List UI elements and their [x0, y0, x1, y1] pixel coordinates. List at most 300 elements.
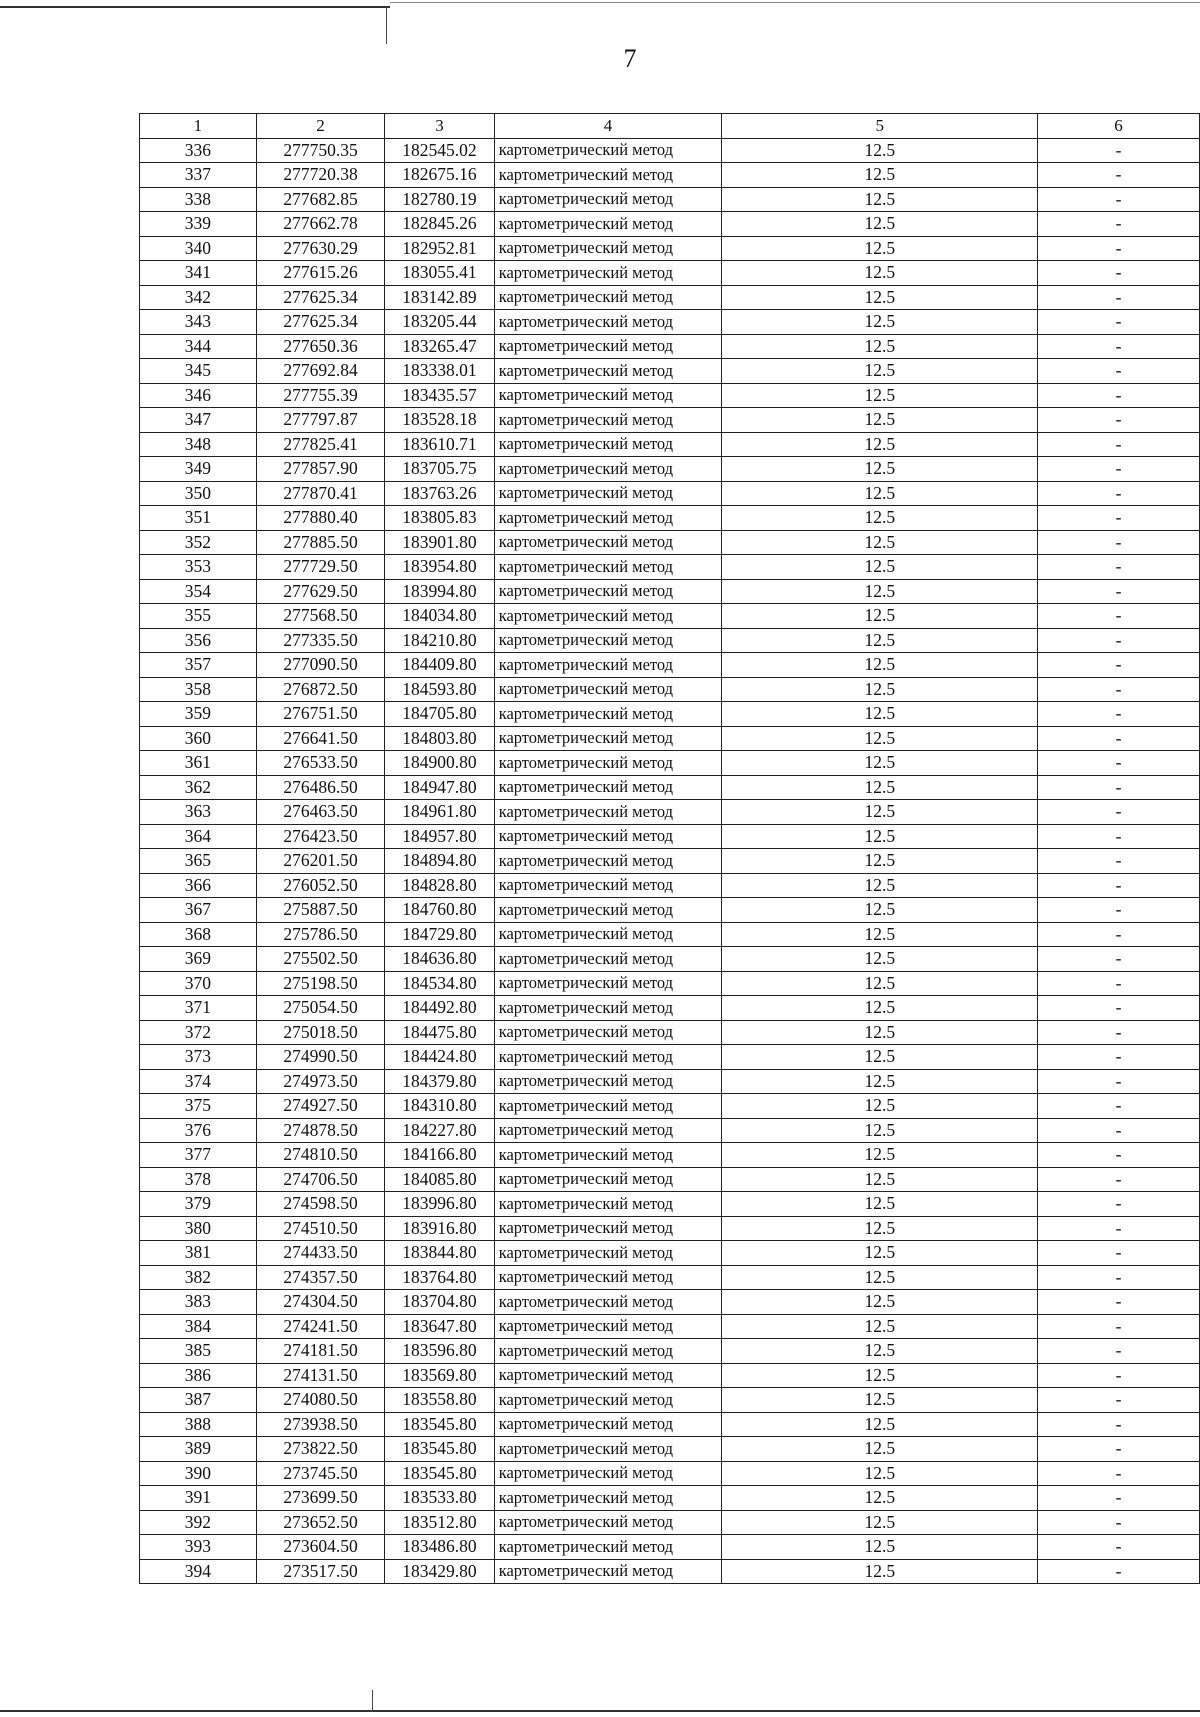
- scan-fold-mark-top: [386, 6, 387, 44]
- note-cell: -: [1038, 604, 1200, 629]
- y-coordinate-cell: 184961.80: [385, 800, 494, 825]
- point-number-cell: 358: [140, 677, 257, 702]
- table-row: [140, 310, 1200, 335]
- x-coordinate-cell: 277625.34: [256, 310, 385, 335]
- note-cell: -: [1038, 775, 1200, 800]
- x-coordinate-cell: 276641.50: [256, 726, 385, 751]
- y-coordinate-cell: 183545.80: [385, 1412, 494, 1437]
- y-coordinate-cell: 183705.75: [385, 457, 494, 482]
- note-cell: -: [1038, 873, 1200, 898]
- point-number-cell: 349: [140, 457, 257, 482]
- method-cell: картометрический метод: [494, 947, 722, 972]
- x-coordinate-cell: 276201.50: [256, 849, 385, 874]
- x-coordinate-cell: 274510.50: [256, 1216, 385, 1241]
- point-number-cell: 380: [140, 1216, 257, 1241]
- table-row: [140, 1314, 1200, 1339]
- y-coordinate-cell: 184210.80: [385, 628, 494, 653]
- x-coordinate-cell: 277750.35: [256, 138, 385, 163]
- point-number-cell: 342: [140, 285, 257, 310]
- y-coordinate-cell: 184760.80: [385, 898, 494, 923]
- y-coordinate-cell: 184947.80: [385, 775, 494, 800]
- precision-cell: 12.5: [722, 1265, 1038, 1290]
- y-coordinate-cell: 184409.80: [385, 653, 494, 678]
- note-cell: -: [1038, 432, 1200, 457]
- x-coordinate-cell: 276872.50: [256, 677, 385, 702]
- x-coordinate-cell: 274080.50: [256, 1388, 385, 1413]
- method-cell: картометрический метод: [494, 775, 722, 800]
- method-cell: картометрический метод: [494, 1290, 722, 1315]
- method-cell: картометрический метод: [494, 971, 722, 996]
- precision-cell: 12.5: [722, 677, 1038, 702]
- point-number-cell: 377: [140, 1143, 257, 1168]
- note-cell: -: [1038, 1069, 1200, 1094]
- y-coordinate-cell: 183429.80: [385, 1559, 494, 1584]
- scan-border-top: [0, 6, 390, 8]
- point-number-cell: 370: [140, 971, 257, 996]
- table-row: [140, 677, 1200, 702]
- precision-cell: 12.5: [722, 457, 1038, 482]
- point-number-cell: 372: [140, 1020, 257, 1045]
- point-number-cell: 394: [140, 1559, 257, 1584]
- method-cell: картометрический метод: [494, 457, 722, 482]
- method-cell: картометрический метод: [494, 555, 722, 580]
- point-number-cell: 336: [140, 138, 257, 163]
- point-number-cell: 379: [140, 1192, 257, 1217]
- point-number-cell: 356: [140, 628, 257, 653]
- method-cell: картометрический метод: [494, 1388, 722, 1413]
- y-coordinate-cell: 183569.80: [385, 1363, 494, 1388]
- scan-border-top-thin: [390, 2, 1200, 3]
- note-cell: -: [1038, 1535, 1200, 1560]
- note-cell: -: [1038, 579, 1200, 604]
- table-row: [140, 457, 1200, 482]
- method-cell: картометрический метод: [494, 800, 722, 825]
- note-cell: -: [1038, 163, 1200, 188]
- precision-cell: 12.5: [722, 628, 1038, 653]
- method-cell: картометрический метод: [494, 1461, 722, 1486]
- method-cell: картометрический метод: [494, 1412, 722, 1437]
- table-row: [140, 1510, 1200, 1535]
- note-cell: -: [1038, 1143, 1200, 1168]
- x-coordinate-cell: 273517.50: [256, 1559, 385, 1584]
- note-cell: -: [1038, 1437, 1200, 1462]
- y-coordinate-cell: 184034.80: [385, 604, 494, 629]
- point-number-cell: 351: [140, 506, 257, 531]
- note-cell: -: [1038, 1363, 1200, 1388]
- scan-fold-mark-bottom: [372, 1690, 373, 1712]
- precision-cell: 12.5: [722, 849, 1038, 874]
- y-coordinate-cell: 183205.44: [385, 310, 494, 335]
- table-row: [140, 824, 1200, 849]
- precision-cell: 12.5: [722, 726, 1038, 751]
- precision-cell: 12.5: [722, 1388, 1038, 1413]
- table-row: [140, 653, 1200, 678]
- y-coordinate-cell: 183528.18: [385, 408, 494, 433]
- point-number-cell: 375: [140, 1094, 257, 1119]
- table-row: [140, 1559, 1200, 1584]
- note-cell: -: [1038, 187, 1200, 212]
- precision-cell: 12.5: [722, 138, 1038, 163]
- table-row: [140, 1290, 1200, 1315]
- method-cell: картометрический метод: [494, 212, 722, 237]
- note-cell: -: [1038, 555, 1200, 580]
- y-coordinate-cell: 183994.80: [385, 579, 494, 604]
- note-cell: -: [1038, 996, 1200, 1021]
- method-cell: картометрический метод: [494, 898, 722, 923]
- x-coordinate-cell: 277662.78: [256, 212, 385, 237]
- y-coordinate-cell: 183265.47: [385, 334, 494, 359]
- point-number-cell: 347: [140, 408, 257, 433]
- precision-cell: 12.5: [722, 824, 1038, 849]
- column-header-5: 5: [722, 114, 1038, 139]
- y-coordinate-cell: 182845.26: [385, 212, 494, 237]
- x-coordinate-cell: 274241.50: [256, 1314, 385, 1339]
- precision-cell: 12.5: [722, 1094, 1038, 1119]
- y-coordinate-cell: 183704.80: [385, 1290, 494, 1315]
- precision-cell: 12.5: [722, 751, 1038, 776]
- y-coordinate-cell: 183805.83: [385, 506, 494, 531]
- y-coordinate-cell: 182952.81: [385, 236, 494, 261]
- point-number-cell: 359: [140, 702, 257, 727]
- table-row: [140, 383, 1200, 408]
- x-coordinate-cell: 277720.38: [256, 163, 385, 188]
- method-cell: картометрический метод: [494, 1143, 722, 1168]
- precision-cell: 12.5: [722, 898, 1038, 923]
- precision-cell: 12.5: [722, 261, 1038, 286]
- method-cell: картометрический метод: [494, 824, 722, 849]
- method-cell: картометрический метод: [494, 1559, 722, 1584]
- method-cell: картометрический метод: [494, 1192, 722, 1217]
- method-cell: картометрический метод: [494, 1314, 722, 1339]
- table-row: [140, 1094, 1200, 1119]
- method-cell: картометрический метод: [494, 1510, 722, 1535]
- x-coordinate-cell: 276052.50: [256, 873, 385, 898]
- method-cell: картометрический метод: [494, 1094, 722, 1119]
- precision-cell: 12.5: [722, 1045, 1038, 1070]
- note-cell: -: [1038, 212, 1200, 237]
- x-coordinate-cell: 273745.50: [256, 1461, 385, 1486]
- table-row: [140, 1363, 1200, 1388]
- method-cell: картометрический метод: [494, 1486, 722, 1511]
- note-cell: -: [1038, 1216, 1200, 1241]
- x-coordinate-cell: 273938.50: [256, 1412, 385, 1437]
- note-cell: -: [1038, 1559, 1200, 1584]
- point-number-cell: 355: [140, 604, 257, 629]
- x-coordinate-cell: 277880.40: [256, 506, 385, 531]
- method-cell: картометрический метод: [494, 849, 722, 874]
- x-coordinate-cell: 274181.50: [256, 1339, 385, 1364]
- note-cell: -: [1038, 898, 1200, 923]
- x-coordinate-cell: 273822.50: [256, 1437, 385, 1462]
- note-cell: -: [1038, 285, 1200, 310]
- note-cell: -: [1038, 971, 1200, 996]
- method-cell: картометрический метод: [494, 285, 722, 310]
- y-coordinate-cell: 184379.80: [385, 1069, 494, 1094]
- point-number-cell: 388: [140, 1412, 257, 1437]
- y-coordinate-cell: 183764.80: [385, 1265, 494, 1290]
- y-coordinate-cell: 183996.80: [385, 1192, 494, 1217]
- x-coordinate-cell: 275198.50: [256, 971, 385, 996]
- y-coordinate-cell: 183558.80: [385, 1388, 494, 1413]
- table-row: [140, 971, 1200, 996]
- note-cell: -: [1038, 457, 1200, 482]
- precision-cell: 12.5: [722, 408, 1038, 433]
- table-row: [140, 849, 1200, 874]
- x-coordinate-cell: 274598.50: [256, 1192, 385, 1217]
- y-coordinate-cell: 183545.80: [385, 1437, 494, 1462]
- x-coordinate-cell: 277615.26: [256, 261, 385, 286]
- precision-cell: 12.5: [722, 1314, 1038, 1339]
- table-row: [140, 163, 1200, 188]
- table-row: [140, 261, 1200, 286]
- x-coordinate-cell: 276533.50: [256, 751, 385, 776]
- method-cell: картометрический метод: [494, 579, 722, 604]
- method-cell: картометрический метод: [494, 481, 722, 506]
- point-number-cell: 371: [140, 996, 257, 1021]
- point-number-cell: 391: [140, 1486, 257, 1511]
- table-row: [140, 726, 1200, 751]
- note-cell: -: [1038, 359, 1200, 384]
- table-row: [140, 432, 1200, 457]
- x-coordinate-cell: 277857.90: [256, 457, 385, 482]
- point-number-cell: 353: [140, 555, 257, 580]
- precision-cell: 12.5: [722, 212, 1038, 237]
- point-number-cell: 360: [140, 726, 257, 751]
- point-number-cell: 361: [140, 751, 257, 776]
- method-cell: картометрический метод: [494, 677, 722, 702]
- y-coordinate-cell: 184636.80: [385, 947, 494, 972]
- x-coordinate-cell: 274706.50: [256, 1167, 385, 1192]
- point-number-cell: 343: [140, 310, 257, 335]
- note-cell: -: [1038, 824, 1200, 849]
- y-coordinate-cell: 183844.80: [385, 1241, 494, 1266]
- note-cell: -: [1038, 677, 1200, 702]
- point-number-cell: 368: [140, 922, 257, 947]
- note-cell: -: [1038, 1314, 1200, 1339]
- point-number-cell: 348: [140, 432, 257, 457]
- precision-cell: 12.5: [722, 506, 1038, 531]
- x-coordinate-cell: 274304.50: [256, 1290, 385, 1315]
- precision-cell: 12.5: [722, 1559, 1038, 1584]
- table-row: [140, 359, 1200, 384]
- method-cell: картометрический метод: [494, 432, 722, 457]
- precision-cell: 12.5: [722, 1437, 1038, 1462]
- table-row: [140, 1069, 1200, 1094]
- y-coordinate-cell: 183486.80: [385, 1535, 494, 1560]
- table-row: [140, 898, 1200, 923]
- precision-cell: 12.5: [722, 922, 1038, 947]
- method-cell: картометрический метод: [494, 1241, 722, 1266]
- y-coordinate-cell: 183142.89: [385, 285, 494, 310]
- point-number-cell: 363: [140, 800, 257, 825]
- table-row: [140, 212, 1200, 237]
- table-row: [140, 506, 1200, 531]
- note-cell: -: [1038, 947, 1200, 972]
- precision-cell: 12.5: [722, 1290, 1038, 1315]
- method-cell: картометрический метод: [494, 726, 722, 751]
- y-coordinate-cell: 183954.80: [385, 555, 494, 580]
- table-row: [140, 555, 1200, 580]
- point-number-cell: 367: [140, 898, 257, 923]
- method-cell: картометрический метод: [494, 1535, 722, 1560]
- precision-cell: 12.5: [722, 702, 1038, 727]
- column-header-4: 4: [494, 114, 722, 139]
- x-coordinate-cell: 277682.85: [256, 187, 385, 212]
- point-number-cell: 384: [140, 1314, 257, 1339]
- note-cell: -: [1038, 1388, 1200, 1413]
- x-coordinate-cell: 274990.50: [256, 1045, 385, 1070]
- table-row: [140, 1339, 1200, 1364]
- table-row: [140, 1461, 1200, 1486]
- x-coordinate-cell: 277629.50: [256, 579, 385, 604]
- table-row: [140, 530, 1200, 555]
- page-number: 7: [623, 44, 637, 73]
- point-number-cell: 341: [140, 261, 257, 286]
- x-coordinate-cell: 273699.50: [256, 1486, 385, 1511]
- point-number-cell: 386: [140, 1363, 257, 1388]
- precision-cell: 12.5: [722, 1412, 1038, 1437]
- y-coordinate-cell: 183596.80: [385, 1339, 494, 1364]
- y-coordinate-cell: 182675.16: [385, 163, 494, 188]
- precision-cell: 12.5: [722, 1143, 1038, 1168]
- precision-cell: 12.5: [722, 1535, 1038, 1560]
- x-coordinate-cell: 277625.34: [256, 285, 385, 310]
- point-number-cell: 339: [140, 212, 257, 237]
- y-coordinate-cell: 184492.80: [385, 996, 494, 1021]
- x-coordinate-cell: 277692.84: [256, 359, 385, 384]
- x-coordinate-cell: 277650.36: [256, 334, 385, 359]
- x-coordinate-cell: 277755.39: [256, 383, 385, 408]
- x-coordinate-cell: 274357.50: [256, 1265, 385, 1290]
- coordinates-table: [139, 113, 1200, 1584]
- table-row: [140, 408, 1200, 433]
- table-row: [140, 1241, 1200, 1266]
- point-number-cell: 357: [140, 653, 257, 678]
- x-coordinate-cell: 277568.50: [256, 604, 385, 629]
- point-number-cell: 373: [140, 1045, 257, 1070]
- precision-cell: 12.5: [722, 334, 1038, 359]
- table-row: [140, 1265, 1200, 1290]
- note-cell: -: [1038, 261, 1200, 286]
- method-cell: картометрический метод: [494, 383, 722, 408]
- point-number-cell: 374: [140, 1069, 257, 1094]
- y-coordinate-cell: 183512.80: [385, 1510, 494, 1535]
- table-row: [140, 1118, 1200, 1143]
- method-cell: картометрический метод: [494, 873, 722, 898]
- x-coordinate-cell: 274131.50: [256, 1363, 385, 1388]
- x-coordinate-cell: 274810.50: [256, 1143, 385, 1168]
- method-cell: картометрический метод: [494, 261, 722, 286]
- x-coordinate-cell: 277797.87: [256, 408, 385, 433]
- x-coordinate-cell: 277090.50: [256, 653, 385, 678]
- y-coordinate-cell: 184705.80: [385, 702, 494, 727]
- y-coordinate-cell: 184085.80: [385, 1167, 494, 1192]
- table-row: [140, 1535, 1200, 1560]
- method-cell: картометрический метод: [494, 1020, 722, 1045]
- precision-cell: 12.5: [722, 1192, 1038, 1217]
- precision-cell: 12.5: [722, 604, 1038, 629]
- column-header-3: 3: [385, 114, 494, 139]
- table-row: [140, 628, 1200, 653]
- table-row: [140, 1020, 1200, 1045]
- point-number-cell: 385: [140, 1339, 257, 1364]
- table-row: [140, 481, 1200, 506]
- x-coordinate-cell: 277885.50: [256, 530, 385, 555]
- x-coordinate-cell: 277335.50: [256, 628, 385, 653]
- column-header-2: 2: [256, 114, 385, 139]
- method-cell: картометрический метод: [494, 506, 722, 531]
- note-cell: -: [1038, 1167, 1200, 1192]
- y-coordinate-cell: 184310.80: [385, 1094, 494, 1119]
- method-cell: картометрический метод: [494, 1339, 722, 1364]
- table-header-row: [140, 114, 1200, 139]
- y-coordinate-cell: 183545.80: [385, 1461, 494, 1486]
- precision-cell: 12.5: [722, 1167, 1038, 1192]
- y-coordinate-cell: 182780.19: [385, 187, 494, 212]
- method-cell: картометрический метод: [494, 1167, 722, 1192]
- precision-cell: 12.5: [722, 1363, 1038, 1388]
- y-coordinate-cell: 184803.80: [385, 726, 494, 751]
- table-row: [140, 334, 1200, 359]
- point-number-cell: 392: [140, 1510, 257, 1535]
- table-row: [140, 1412, 1200, 1437]
- x-coordinate-cell: 276486.50: [256, 775, 385, 800]
- precision-cell: 12.5: [722, 383, 1038, 408]
- precision-cell: 12.5: [722, 653, 1038, 678]
- precision-cell: 12.5: [722, 873, 1038, 898]
- note-cell: -: [1038, 628, 1200, 653]
- method-cell: картометрический метод: [494, 1069, 722, 1094]
- precision-cell: 12.5: [722, 359, 1038, 384]
- method-cell: картометрический метод: [494, 1216, 722, 1241]
- note-cell: -: [1038, 1412, 1200, 1437]
- x-coordinate-cell: 277870.41: [256, 481, 385, 506]
- point-number-cell: 344: [140, 334, 257, 359]
- note-cell: -: [1038, 481, 1200, 506]
- precision-cell: 12.5: [722, 1069, 1038, 1094]
- precision-cell: 12.5: [722, 432, 1038, 457]
- table-row: [140, 1167, 1200, 1192]
- method-cell: картометрический метод: [494, 408, 722, 433]
- table-row: [140, 1216, 1200, 1241]
- y-coordinate-cell: 184894.80: [385, 849, 494, 874]
- y-coordinate-cell: 184424.80: [385, 1045, 494, 1070]
- note-cell: -: [1038, 530, 1200, 555]
- point-number-cell: 362: [140, 775, 257, 800]
- note-cell: -: [1038, 1461, 1200, 1486]
- note-cell: -: [1038, 726, 1200, 751]
- x-coordinate-cell: 275786.50: [256, 922, 385, 947]
- table-row: [140, 579, 1200, 604]
- x-coordinate-cell: 277729.50: [256, 555, 385, 580]
- y-coordinate-cell: 184227.80: [385, 1118, 494, 1143]
- y-coordinate-cell: 183901.80: [385, 530, 494, 555]
- table-row: [140, 1437, 1200, 1462]
- table-row: [140, 1143, 1200, 1168]
- y-coordinate-cell: 183916.80: [385, 1216, 494, 1241]
- table-row: [140, 236, 1200, 261]
- point-number-cell: 369: [140, 947, 257, 972]
- precision-cell: 12.5: [722, 187, 1038, 212]
- y-coordinate-cell: 183533.80: [385, 1486, 494, 1511]
- y-coordinate-cell: 184957.80: [385, 824, 494, 849]
- point-number-cell: 345: [140, 359, 257, 384]
- y-coordinate-cell: 184166.80: [385, 1143, 494, 1168]
- note-cell: -: [1038, 383, 1200, 408]
- note-cell: -: [1038, 1339, 1200, 1364]
- scan-border-bottom: [0, 1710, 1200, 1712]
- note-cell: -: [1038, 1118, 1200, 1143]
